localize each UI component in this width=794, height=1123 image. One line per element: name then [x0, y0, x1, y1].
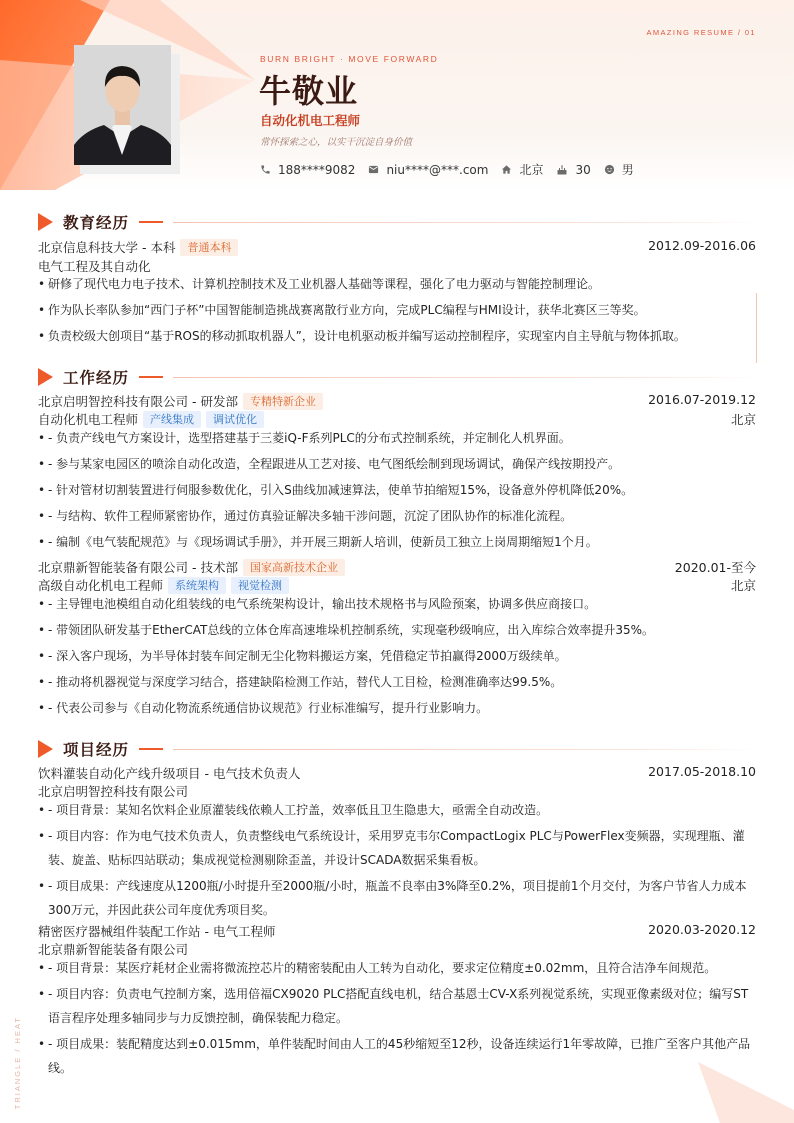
- list-item: • 作为队长率队参加“西门子杯”中国智能制造挑战赛离散行业方向，完成PLC编程与HMI设计，获华北赛区三等奖。: [38, 298, 756, 323]
- project-1-bullets: [38, 798, 756, 924]
- list-item: • - 负责产线电气方案设计，选型搭建基于三菱iQ-F系列PLC的分布式控制系统，并定制化人机界面。: [38, 426, 756, 450]
- list-item: • 负责校级大创项目“基于ROS的移动抓取机器人”，设计电机驱动板并编写运动控制程序，实现室内自主导航与物体抓取。: [38, 324, 756, 349]
- company-tag: 国家高新技术企业: [243, 559, 345, 576]
- education-row: [38, 238, 756, 256]
- company-name: 北京启明智控科技有限公司 - 研发部: [38, 394, 238, 409]
- job-1-row: [38, 392, 756, 410]
- project-period: 2020.03-2020.12: [648, 922, 756, 937]
- list-item: • - 深入客户现场，为半导体封装车间定制无尘化物料搬运方案，凭借稳定节拍赢得2000万级续单。: [38, 644, 756, 668]
- avatar: [74, 45, 171, 165]
- school-tag: 普通本科: [180, 239, 238, 256]
- job-title: 自动化机电工程师: [260, 113, 361, 128]
- list-item: • - 代表公司参与《自动化物流系统通信协议规范》行业标准编写，提升行业影响力。: [38, 696, 756, 720]
- list-item: • - 主导锂电池模组自动化组装线的电气系统架构设计，输出技术规格书与风险预案，协调多供应商接口。: [38, 592, 756, 616]
- list-item: • - 项目背景：某医疗耗材企业需将微流控芯片的精密装配由人工转为自动化，要求定位精度±0.02mm，且符合洁净车间规范。: [38, 956, 756, 980]
- tagline: BURN BRIGHT · MOVE FORWARD: [260, 54, 439, 64]
- job-location: 北京: [730, 412, 756, 427]
- project-name: 饮料灌装自动化产线升级项目 - 电气技术负责人: [38, 766, 301, 781]
- section-dash: [139, 748, 163, 750]
- project-2-bullets: [38, 956, 756, 1082]
- contact-gender: [604, 161, 634, 178]
- section-divider: [173, 749, 758, 750]
- section-dash: [139, 376, 163, 378]
- email-text: niu****@***.com: [386, 162, 489, 177]
- section-triangle-icon: [38, 368, 53, 386]
- project-period: 2017.05-2018.10: [648, 764, 756, 779]
- section-title: 项目经历: [63, 741, 130, 759]
- corner-label: AMAZING RESUME / 01: [646, 28, 756, 37]
- job-period: 2016.07-2019.12: [648, 392, 756, 407]
- list-item: • - 针对管材切割装置进行伺服参数优化，引入S曲线加减速算法，使单节拍缩短15%，设备意外停机降低20%。: [38, 478, 756, 502]
- job-2-row: [38, 558, 756, 576]
- position-name: 自动化机电工程师: [38, 412, 139, 427]
- list-item: • - 与结构、软件工程师紧密协作，通过仿真验证解决多轴干涉问题，沉淀了团队协作的标准化流程。: [38, 504, 756, 528]
- contact-email: [368, 163, 488, 177]
- job-1-bullets: [38, 426, 756, 556]
- project-2-row: [38, 922, 756, 940]
- contact-age: [556, 163, 590, 177]
- skill-tag: 系统架构: [168, 577, 226, 594]
- section-triangle-icon: [38, 740, 53, 758]
- section-triangle-icon: [38, 213, 53, 231]
- phone-text: 188****9082: [278, 162, 356, 177]
- contact-city: [501, 161, 543, 178]
- skill-tag: 产线集成: [143, 411, 201, 428]
- person-icon: [604, 164, 615, 175]
- section-work-header: [38, 366, 758, 388]
- job-period: 2020.01-至今: [674, 560, 756, 575]
- list-item: • - 项目成果：产线速度从1200瓶/小时提升至2000瓶/小时，瓶盖不良率由3%降至0.2%，项目提前1个月交付，为客户节省人力成本300万元，并因此获公司年度优秀项目奖。: [38, 874, 756, 922]
- section-title: 教育经历: [63, 214, 130, 232]
- company-name: 北京鼎新智能装备有限公司 - 技术部: [38, 560, 238, 575]
- city-text: 北京: [519, 163, 544, 177]
- age-text: 30: [575, 162, 591, 177]
- list-item: • - 参与某家电园区的喷涂自动化改造，全程跟进从工艺对接、电气图纸绘制到现场调试，确保产线按期投产。: [38, 452, 756, 476]
- side-label: TRIANGLE / HEAT: [13, 1016, 22, 1110]
- contact-phone: [260, 163, 355, 177]
- company-tag: 专精特新企业: [243, 393, 323, 410]
- list-item: • 研修了现代电力电子技术、计算机控制技术及工业机器人基础等课程，强化了电力驱动与智能控制理论。: [38, 272, 756, 297]
- list-item: • - 项目内容：作为电气技术负责人，负责整线电气系统设计，采用罗克韦尔CompactLogix PLC与PowerFlex变频器，实现理瓶、灌装、旋盖、贴标四站联动；集成视觉检测剔除歪盖，并设计SCADA数据采集看板。: [38, 824, 756, 872]
- project-org: 北京鼎新智能装备有限公司: [38, 942, 189, 957]
- education-period: 2012.09-2016.06: [648, 238, 756, 253]
- section-title: 工作经历: [63, 369, 130, 387]
- contact-bar: [260, 161, 647, 178]
- list-item: • - 编制《电气装配规范》与《现场调试手册》，并开展三期新人培训，使新员工独立上岗周期缩短1个月。: [38, 530, 756, 554]
- phone-icon: [260, 164, 271, 175]
- skill-tag: 视觉检测: [231, 577, 289, 594]
- section-projects-header: [38, 738, 758, 760]
- section-divider: [173, 377, 758, 378]
- job-location: 北京: [730, 578, 756, 593]
- project-org: 北京启明智控科技有限公司: [38, 784, 189, 799]
- section-dash: [139, 221, 163, 223]
- list-item: • - 带领团队研发基于EtherCAT总线的立体仓库高速堆垛机控制系统，实现毫秒级响应，出入库综合效率提升35%。: [38, 618, 756, 642]
- section-education-header: [38, 211, 758, 233]
- section-divider: [173, 222, 758, 223]
- list-item: • - 项目成果：装配精度达到±0.015mm，单件装配时间由人工的45秒缩短至12秒，设备连续运行1年零故障，已推广至客户其他产品线。: [38, 1032, 756, 1080]
- motto: 常怀探索之心，以实干沉淀自身价值: [260, 137, 413, 148]
- gender-text: 男: [621, 163, 634, 177]
- cake-icon: [556, 164, 568, 176]
- project-1-row: [38, 764, 756, 782]
- list-item: • - 推动将机器视觉与深度学习结合，搭建缺陷检测工作站，替代人工目检，检测准确率达99.5%。: [38, 670, 756, 694]
- mail-icon: [368, 164, 379, 175]
- major-name: 电气工程及其自动化: [38, 259, 151, 274]
- job-2-bullets: [38, 592, 756, 722]
- school-name: 北京信息科技大学 - 本科: [38, 240, 176, 255]
- candidate-name: 牛敬业: [259, 72, 359, 110]
- home-icon: [501, 164, 512, 175]
- decorative-rule: [756, 293, 757, 363]
- skill-tag: 调试优化: [206, 411, 264, 428]
- education-bullets: [38, 272, 756, 350]
- position-name: 高级自动化机电工程师: [38, 578, 164, 593]
- portrait-image: [74, 45, 171, 165]
- list-item: • - 项目背景：某知名饮料企业原灌装线依赖人工拧盖，效率低且卫生隐患大，亟需全自动改造。: [38, 798, 756, 822]
- project-name: 精密医疗器械组件装配工作站 - 电气工程师: [38, 924, 276, 939]
- list-item: • - 项目内容：负责电气控制方案，选用倍福CX9020 PLC搭配直线电机，结合基恩士CV-X系列视觉系统，实现亚像素级对位；编写ST语言程序处理多轴同步与力反馈控制，确保装配力稳定。: [38, 982, 756, 1030]
